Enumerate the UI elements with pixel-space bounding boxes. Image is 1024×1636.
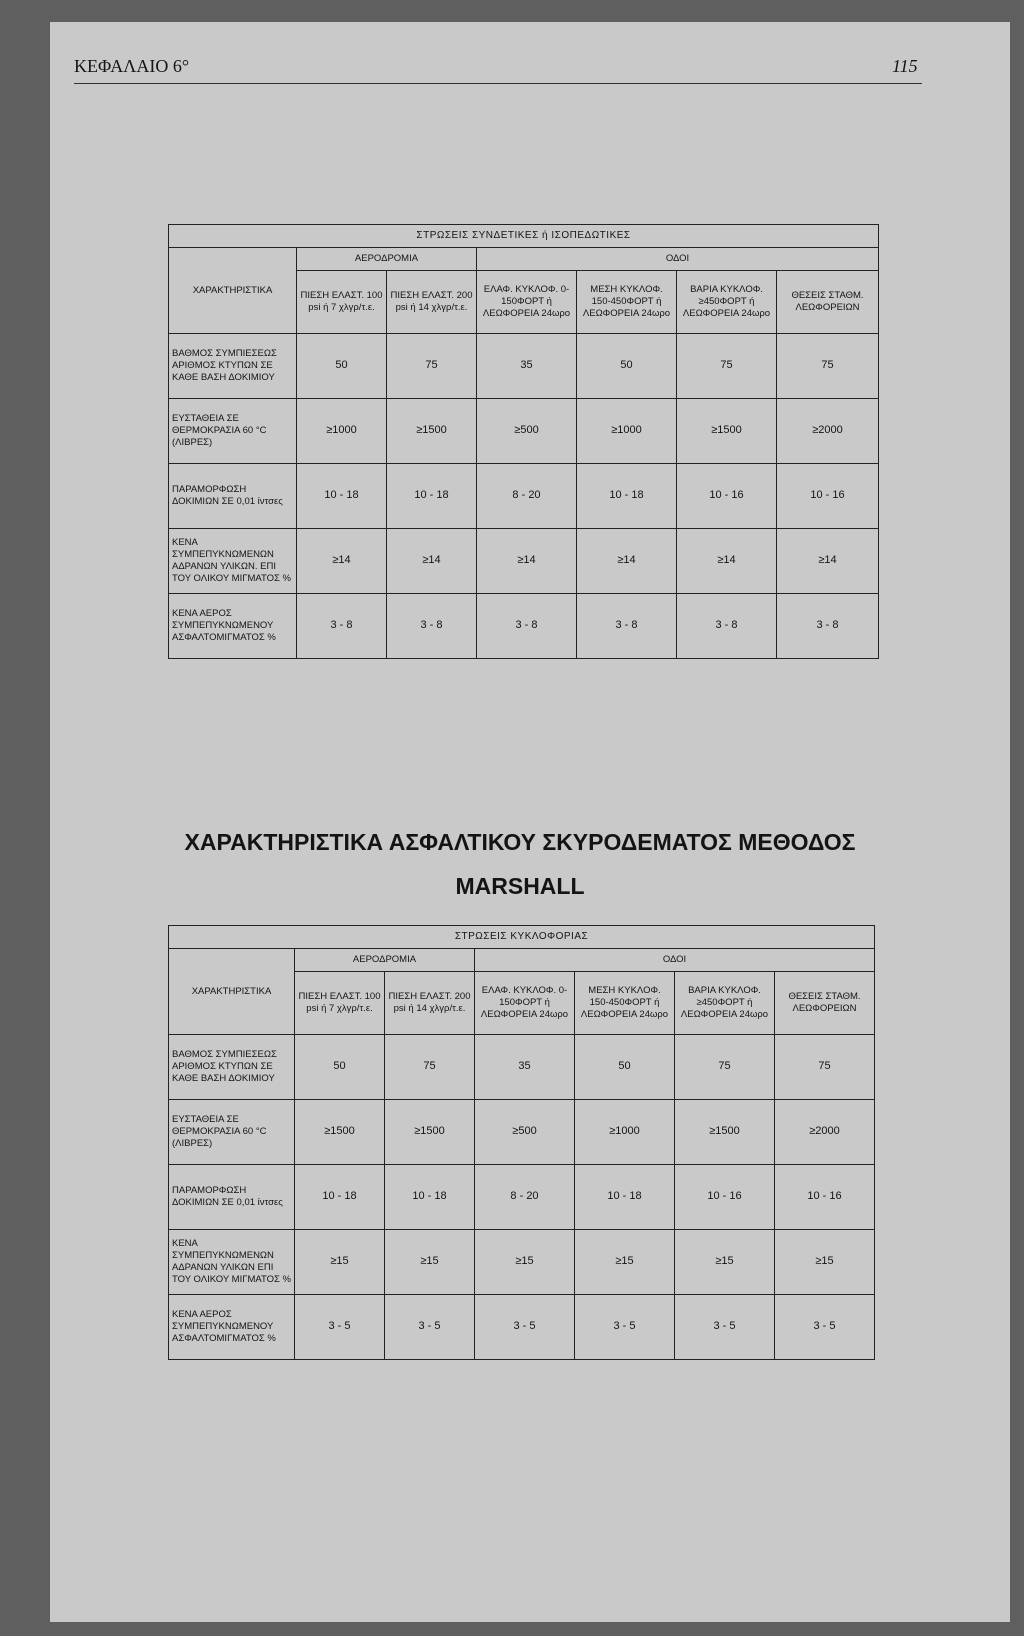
table-cell: 3 - 8 bbox=[577, 594, 677, 659]
row-label: ΚΕΝΑ ΣΥΜΠΕΠΥΚΝΩΜΕΝΩΝ ΑΔΡΑΝΩΝ ΥΛΙΚΩΝ. ΕΠΙ ΤΟΥ ΟΛΙΚΟΥ ΜΙΓΜΑΤΟΣ % bbox=[169, 529, 297, 594]
table-row bbox=[169, 1165, 875, 1230]
table-cell: ≥2000 bbox=[777, 399, 879, 464]
column-header: ΠΙΕΣΗ ΕΛΑΣΤ. 100 psi ή 7 χλγρ/τ.ε. bbox=[297, 271, 387, 334]
table-row bbox=[169, 399, 879, 464]
page-number: 115 bbox=[892, 56, 918, 76]
table-cell: 10 - 18 bbox=[385, 1165, 475, 1230]
table-cell: 75 bbox=[675, 1035, 775, 1100]
table-cell: 3 - 5 bbox=[385, 1295, 475, 1360]
table-cell: ≥2000 bbox=[775, 1100, 875, 1165]
table-cell: ≥500 bbox=[475, 1100, 575, 1165]
table-cell: 50 bbox=[575, 1035, 675, 1100]
table-cell: 10 - 18 bbox=[575, 1165, 675, 1230]
column-header: ΘΕΣΕΙΣ ΣΤΑΘΜ. ΛΕΩΦΟΡΕΙΩΝ bbox=[775, 972, 875, 1035]
row-label: ΚΕΝΑ ΣΥΜΠΕΠΥΚΝΩΜΕΝΩΝ ΑΔΡΑΝΩΝ ΥΛΙΚΩΝ ΕΠΙ ΤΟΥ ΟΛΙΚΟΥ ΜΙΓΜΑΤΟΣ % bbox=[169, 1230, 295, 1295]
characteristics-header: ΧΑΡΑΚΤΗΡΙΣΤΙΚΑ bbox=[169, 248, 297, 334]
column-header: ΠΙΕΣΗ ΕΛΑΣΤ. 200 psi ή 14 χλγρ/τ.ε. bbox=[385, 972, 475, 1035]
table-cell: 10 - 16 bbox=[677, 464, 777, 529]
table-cell: ≥500 bbox=[477, 399, 577, 464]
row-label: ΚΕΝΑ ΑΕΡΟΣ ΣΥΜΠΕΠΥΚΝΩΜΕΝΟΥ ΑΣΦΑΛΤΟΜΙΓΜΑΤΟΣ % bbox=[169, 1295, 295, 1360]
figure-caption-method: MARSHALL bbox=[455, 873, 585, 899]
table-cell: ≥1500 bbox=[675, 1100, 775, 1165]
roads-group-header: ΟΔΟΙ bbox=[475, 949, 875, 972]
table-cell: 10 - 18 bbox=[577, 464, 677, 529]
row-label: ΚΕΝΑ ΑΕΡΟΣ ΣΥΜΠΕΠΥΚΝΩΜΕΝΟΥ ΑΣΦΑΛΤΟΜΙΓΜΑΤΟΣ % bbox=[169, 594, 297, 659]
table-row bbox=[169, 1230, 875, 1295]
table-cell: 3 - 8 bbox=[677, 594, 777, 659]
column-header: ΠΙΕΣΗ ΕΛΑΣΤ. 100 psi ή 7 χλγρ/τ.ε. bbox=[295, 972, 385, 1035]
table-cell: ≥14 bbox=[297, 529, 387, 594]
table-cell: ≥1500 bbox=[677, 399, 777, 464]
table-cell: ≥15 bbox=[675, 1230, 775, 1295]
column-header: ΜΕΣΗ ΚΥΚΛΟΦ. 150-450ΦΟΡΤ ή ΛΕΩΦΟΡΕΙΑ 24ωρο bbox=[575, 972, 675, 1035]
table-cell: ≥14 bbox=[577, 529, 677, 594]
table-row bbox=[169, 594, 879, 659]
table-cell: 3 - 8 bbox=[297, 594, 387, 659]
characteristics-header: ΧΑΡΑΚΤΗΡΙΣΤΙΚΑ bbox=[169, 949, 295, 1035]
column-header: ΒΑΡΙΑ ΚΥΚΛΟΦ. ≥450ΦΟΡΤ ή ΛΕΩΦΟΡΕΙΑ 24ωρο bbox=[677, 271, 777, 334]
table-cell: ≥15 bbox=[575, 1230, 675, 1295]
table-cell: ≥1000 bbox=[575, 1100, 675, 1165]
table-cell: 75 bbox=[385, 1035, 475, 1100]
marshall-table-binder-courses bbox=[168, 224, 879, 659]
table-row bbox=[169, 1100, 875, 1165]
table-cell: ≥15 bbox=[385, 1230, 475, 1295]
table-cell: 75 bbox=[775, 1035, 875, 1100]
table-cell: 75 bbox=[777, 334, 879, 399]
table-title: ΣΤΡΩΣΕΙΣ ΣΥΝΔΕΤΙΚΕΣ ή ΙΣΟΠΕΔΩΤΙΚΕΣ bbox=[169, 225, 879, 248]
table-cell: 35 bbox=[475, 1035, 575, 1100]
table-cell: 3 - 5 bbox=[775, 1295, 875, 1360]
table-cell: ≥14 bbox=[387, 529, 477, 594]
table-row bbox=[169, 1035, 875, 1100]
row-label: ΒΑΘΜΟΣ ΣΥΜΠΙΕΣΕΩΣ ΑΡΙΘΜΟΣ ΚΤΥΠΩΝ ΣΕ ΚΑΘΕ ΒΑΣΗ ΔΟΚΙΜΙΟΥ bbox=[169, 1035, 295, 1100]
table-cell: 75 bbox=[677, 334, 777, 399]
table-cell: ≥1000 bbox=[297, 399, 387, 464]
table-cell: 10 - 16 bbox=[675, 1165, 775, 1230]
table-cell: ≥1500 bbox=[387, 399, 477, 464]
marshall-table-wearing-courses bbox=[168, 925, 875, 1360]
roads-group-header: ΟΔΟΙ bbox=[477, 248, 879, 271]
row-label: ΕΥΣΤΑΘΕΙΑ ΣΕ ΘΕΡΜΟΚΡΑΣΙΑ 60 °C (ΛΙΒΡΕΣ) bbox=[169, 399, 297, 464]
row-label: ΠΑΡΑΜΟΡΦΩΣΗ ΔΟΚΙΜΙΩΝ ΣΕ 0,01 ίντσες bbox=[169, 464, 297, 529]
table-row bbox=[169, 464, 879, 529]
table-cell: ≥15 bbox=[295, 1230, 385, 1295]
table-cell: 3 - 8 bbox=[387, 594, 477, 659]
row-label: ΕΥΣΤΑΘΕΙΑ ΣΕ ΘΕΡΜΟΚΡΑΣΙΑ 60 °C (ΛΙΒΡΕΣ) bbox=[169, 1100, 295, 1165]
column-header: ΒΑΡΙΑ ΚΥΚΛΟΦ. ≥450ΦΟΡΤ ή ΛΕΩΦΟΡΕΙΑ 24ωρο bbox=[675, 972, 775, 1035]
table-cell: ≥1500 bbox=[295, 1100, 385, 1165]
column-header: ΘΕΣΕΙΣ ΣΤΑΘΜ. ΛΕΩΦΟΡΕΙΩΝ bbox=[777, 271, 879, 334]
column-header: ΜΕΣΗ ΚΥΚΛΟΦ. 150-450ΦΟΡΤ ή ΛΕΩΦΟΡΕΙΑ 24ωρο bbox=[577, 271, 677, 334]
table-cell: 8 - 20 bbox=[475, 1165, 575, 1230]
table-cell: ≥15 bbox=[775, 1230, 875, 1295]
column-header: ΕΛΑΦ. ΚΥΚΛΟΦ. 0-150ΦΟΡΤ ή ΛΕΩΦΟΡΕΙΑ 24ωρο bbox=[477, 271, 577, 334]
table-cell: 3 - 5 bbox=[575, 1295, 675, 1360]
table-cell: 50 bbox=[295, 1035, 385, 1100]
table-cell: 10 - 16 bbox=[775, 1165, 875, 1230]
column-header: ΠΙΕΣΗ ΕΛΑΣΤ. 200 psi ή 14 χλγρ/τ.ε. bbox=[387, 271, 477, 334]
chapter-heading: ΚΕΦΑΛΑΙΟ 6° bbox=[74, 56, 190, 76]
table-cell: 10 - 18 bbox=[387, 464, 477, 529]
table-row bbox=[169, 1295, 875, 1360]
table-cell: 3 - 5 bbox=[475, 1295, 575, 1360]
table-cell: 3 - 8 bbox=[477, 594, 577, 659]
table-cell: 10 - 18 bbox=[297, 464, 387, 529]
table-cell: 10 - 18 bbox=[295, 1165, 385, 1230]
table-cell: 50 bbox=[297, 334, 387, 399]
table-title: ΣΤΡΩΣΕΙΣ ΚΥΚΛΟΦΟΡΙΑΣ bbox=[169, 926, 875, 949]
table-cell: ≥15 bbox=[475, 1230, 575, 1295]
figure-caption: ΧΑΡΑΚΤΗΡΙΣΤΙΚΑ ΑΣΦΑΛΤΙΚΟΥ ΣΚΥΡΟΔΕΜΑΤΟΣ ΜΕΘΟΔΟΣ bbox=[184, 829, 856, 855]
table-cell: 50 bbox=[577, 334, 677, 399]
table-cell: 8 - 20 bbox=[477, 464, 577, 529]
airports-group-header: ΑΕΡΟΔΡΟΜΙΑ bbox=[295, 949, 475, 972]
table-cell: 3 - 5 bbox=[295, 1295, 385, 1360]
airports-group-header: ΑΕΡΟΔΡΟΜΙΑ bbox=[297, 248, 477, 271]
table-row bbox=[169, 334, 879, 399]
table-cell: 35 bbox=[477, 334, 577, 399]
table-row bbox=[169, 529, 879, 594]
table-cell: ≥1500 bbox=[385, 1100, 475, 1165]
table-cell: 75 bbox=[387, 334, 477, 399]
header-rule bbox=[74, 83, 922, 84]
row-label: ΠΑΡΑΜΟΡΦΩΣΗ ΔΟΚΙΜΙΩΝ ΣΕ 0,01 ίντσες bbox=[169, 1165, 295, 1230]
table-cell: ≥14 bbox=[777, 529, 879, 594]
table-cell: ≥1000 bbox=[577, 399, 677, 464]
column-header: ΕΛΑΦ. ΚΥΚΛΟΦ. 0-150ΦΟΡΤ ή ΛΕΩΦΟΡΕΙΑ 24ωρο bbox=[475, 972, 575, 1035]
table-cell: 10 - 16 bbox=[777, 464, 879, 529]
table-cell: 3 - 8 bbox=[777, 594, 879, 659]
table-cell: ≥14 bbox=[677, 529, 777, 594]
table-cell: 3 - 5 bbox=[675, 1295, 775, 1360]
row-label: ΒΑΘΜΟΣ ΣΥΜΠΙΕΣΕΩΣ ΑΡΙΘΜΟΣ ΚΤΥΠΩΝ ΣΕ ΚΑΘΕ ΒΑΣΗ ΔΟΚΙΜΙΟΥ bbox=[169, 334, 297, 399]
table-cell: ≥14 bbox=[477, 529, 577, 594]
